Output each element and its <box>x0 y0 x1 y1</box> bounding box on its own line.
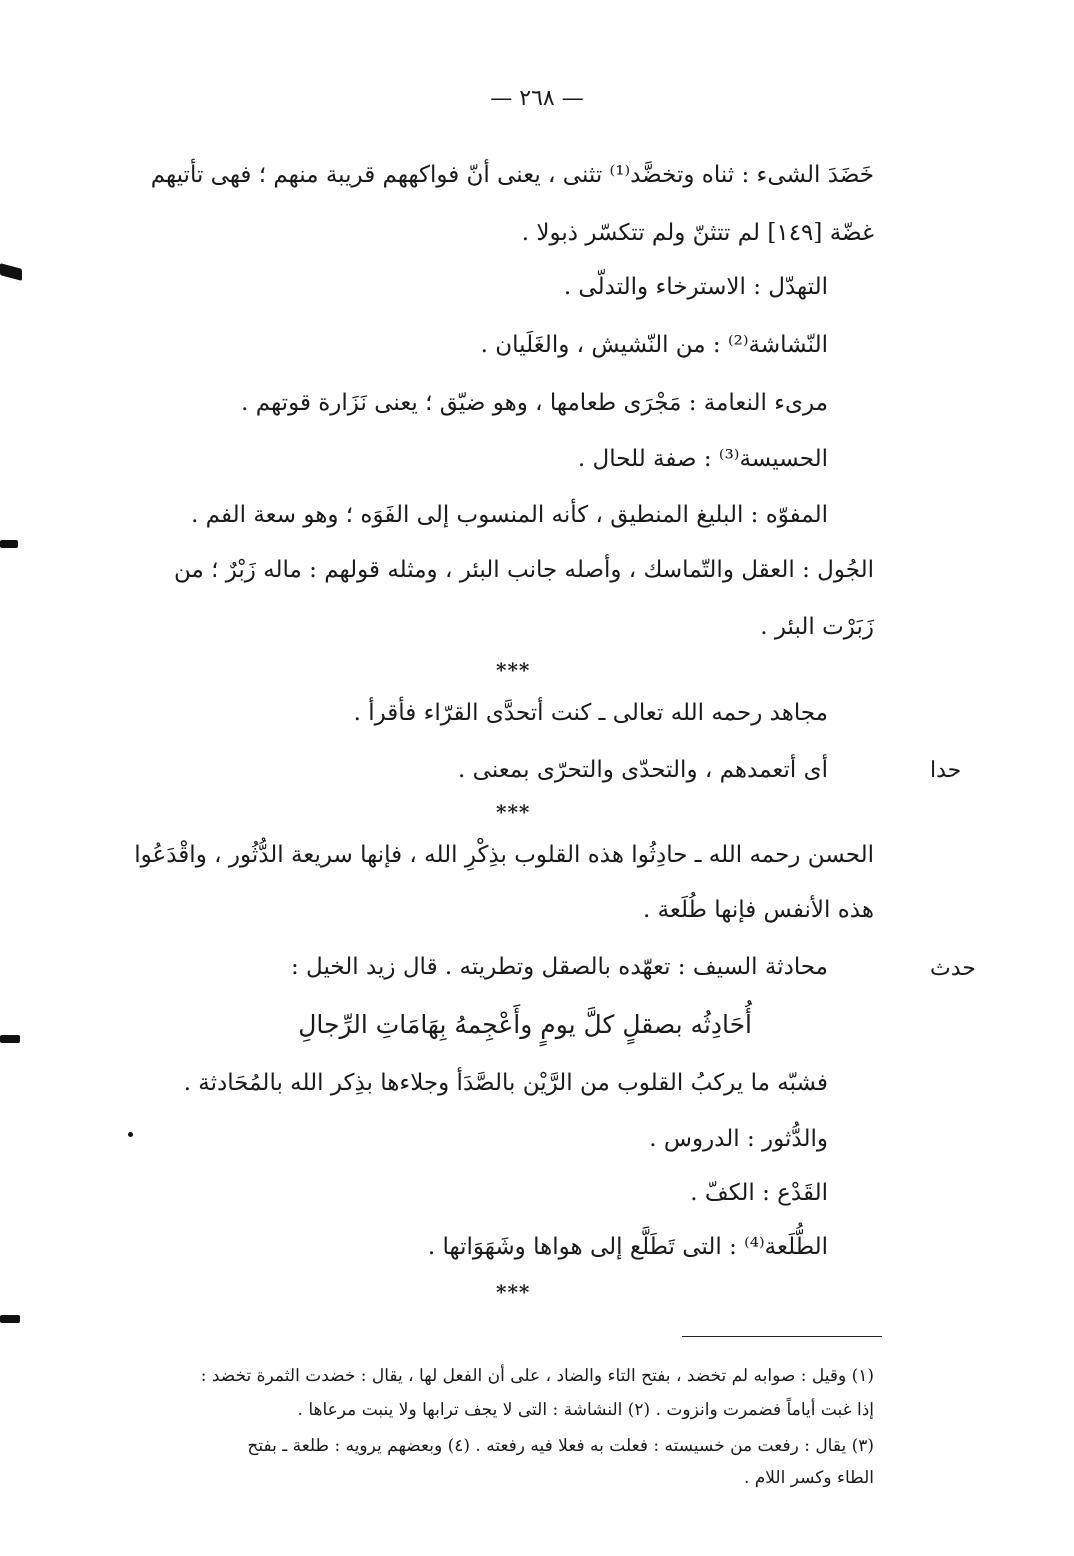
text-line: مجاهد رحمه الله تعالى ـ كنت أتحدَّى القرّاء فأقرأ . <box>353 700 828 726</box>
text-line: غضّة [١٤٩] لم تتثنّ ولم تتكسّر ذبولا . <box>521 220 874 246</box>
text-line: هذه الأنفس فإنها طُلَعة . <box>642 897 874 923</box>
scan-edge-mark <box>0 263 22 281</box>
text-line: النّشاشة⁽²⁾ : من النّشيش ، والغَلَيان . <box>480 332 828 358</box>
text-line: القَدْع : الكفّ . <box>690 1180 828 1206</box>
text-line: محادثة السيف : تعهّده بالصقل وتطريته . قال زيد الخيل : <box>290 954 828 980</box>
text-line: أى أتعمدهم ، والتحدّى والتحرّى بمعنى . <box>458 757 828 783</box>
text-line: الطُّلَعة⁽⁴⁾ : التى تَطَلَّع إلى هواها وشَهَوَاتها . <box>427 1234 828 1260</box>
text-line: خَضَدَ الشىء : ثناه وتخضَّد⁽¹⁾ تثنى ، يعنى أنّ فواكههم قريبة منهم ؛ فهى تأتيهم <box>150 162 874 188</box>
scan-edge-mark <box>0 1315 20 1323</box>
text-line: الحسيسة⁽³⁾ : صفة للحال . <box>577 446 828 472</box>
footnote-line: إذا غبت أياماً فضمرت وانزوت . (٢) النشاشة : التى لا يجف ترابها ولا ينبت مرعاها . <box>297 1400 874 1420</box>
text-line: المفوّه : البليغ المنطيق ، كأنه المنسوب إلى الفَوَه ؛ وهو سعة الفم . <box>191 502 828 528</box>
poetry-verse: أُحَادِثُه بصقلٍ كلَّ يومٍ وأَعْجِمهُ بِهَامَاتِ الرِّجالِ <box>298 1010 752 1039</box>
text-line: والدُّثور : الدروس . <box>649 1126 828 1152</box>
text-line: زَبَرْت البئر . <box>760 614 874 640</box>
text-line: التهدّل : الاسترخاء والتدلّى . <box>563 274 828 300</box>
scan-dot <box>128 1132 133 1137</box>
section-divider-stars: *** <box>496 658 531 682</box>
scan-edge-mark <box>0 1035 20 1043</box>
root-word-margin: حدا <box>930 758 962 783</box>
footnote-rule <box>682 1336 882 1337</box>
footnote-line: الطاء وكسر اللام . <box>743 1468 874 1488</box>
root-word-margin: حدث <box>930 956 976 981</box>
text-line: الحسن رحمه الله ـ حادِثُوا هذه القلوب بذِكْرِ الله ، فإنها سريعة الدُّثُور ، واقْدَعُوا <box>134 842 874 868</box>
section-divider-stars: *** <box>496 800 531 824</box>
footnote-line: (٣) يقال : رفعت من خسيسته : فعلت به فعلا فيه رفعته . (٤) وبعضهم يرويه : طلعة ـ بفتح <box>247 1436 874 1456</box>
page-number: — ٢٦٨ — <box>490 86 584 111</box>
text-line: مرىء النعامة : مَجْرَى طعامها ، وهو ضيّق ؛ يعنى نَزَارة قوتهم . <box>241 390 828 416</box>
scan-edge-mark <box>0 540 18 548</box>
footnote-line: (١) وقيل : صوابه لم تخضد ، بفتح التاء والضاد ، على أن الفعل لها ، يقال : خضدت الثمرة تخضد : <box>200 1366 874 1386</box>
text-line: فشبّه ما يركبُ القلوب من الرَّيْن بالصَّدَأ وجلاءها بذِكر الله بالمُحَادثة . <box>183 1070 828 1096</box>
section-divider-stars: *** <box>496 1280 531 1304</box>
text-line: الجُول : العقل والتّماسك ، وأصله جانب البئر ، ومثله قولهم : ماله زَبْرٌ ؛ من <box>173 557 874 583</box>
